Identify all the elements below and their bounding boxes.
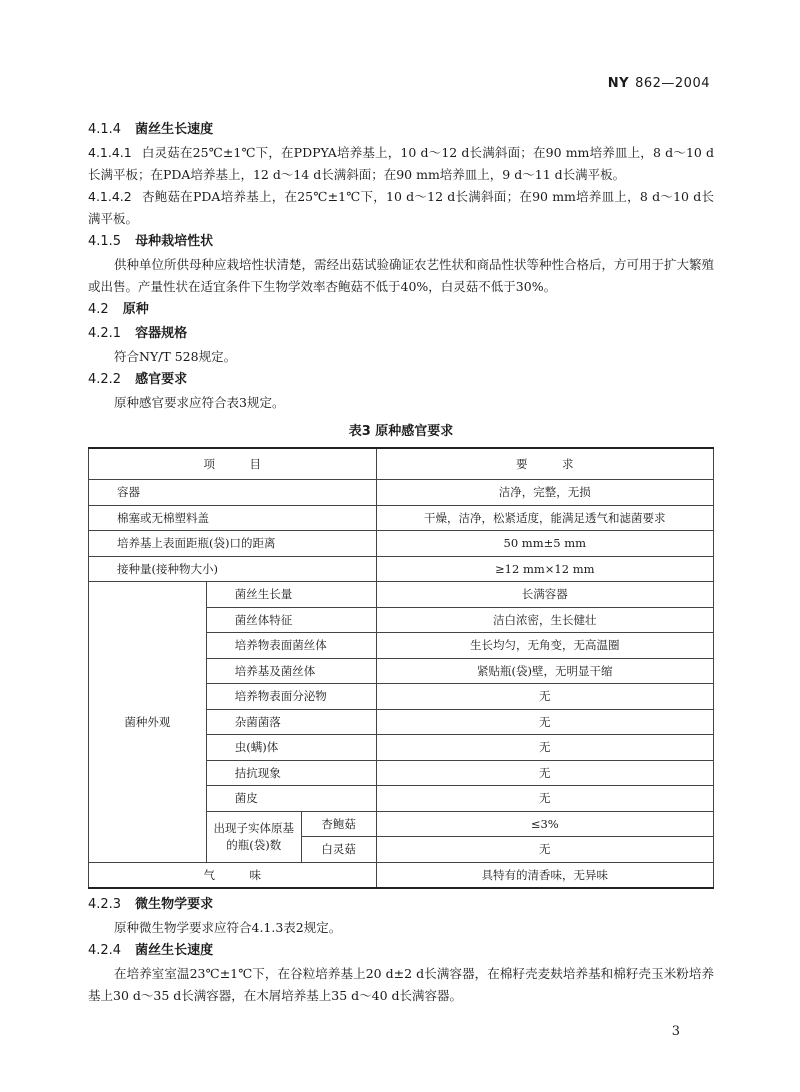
section-4-2-2-heading: 4.2.2 感官要求 bbox=[88, 372, 188, 387]
table-row: 菌丝体特征 洁白浓密，生长健壮 bbox=[89, 607, 714, 633]
section-4-1-4-heading: 4.1.4 菌丝生长速度 bbox=[88, 122, 214, 137]
standard-number: 862—2004 bbox=[635, 76, 710, 91]
section-4-2-3-text: 原种微生物学要求应符合4.1.3表2规定。 bbox=[114, 920, 342, 935]
section-4-2-4-heading: 4.2.4 菌丝生长速度 bbox=[88, 943, 214, 958]
table-row: 棉塞或无棉塑料盖 干燥，洁净，松紧适度，能满足透气和滤菌要求 bbox=[89, 505, 714, 531]
table-row: 出现子实体原基的瓶(袋)数 杏鲍菇 ≤3% bbox=[89, 811, 714, 837]
section-4-2-4-text: 在培养室室温23℃±1℃下，在谷粒培养基上20 d±2 d长满容器，在棉籽壳麦麸培养基和棉籽壳玉米粉培养基上30 d～35 d长满容器，在木屑培养基上35 d～40 d长满容器。 bbox=[88, 966, 714, 1003]
section-4-2-heading: 4.2 原种 bbox=[88, 302, 149, 317]
page-number: 3 bbox=[671, 1024, 680, 1039]
table-row: 菌皮 无 bbox=[89, 786, 714, 812]
header-requirement: 要 求 bbox=[376, 448, 713, 480]
table-row: 培养基及菌丝体 紧贴瓶(袋)壁，无明显干缩 bbox=[89, 658, 714, 684]
standard-code bbox=[608, 76, 710, 91]
table-row: 培养物表面分泌物 无 bbox=[89, 684, 714, 710]
document-body bbox=[88, 118, 714, 1007]
section-4-2-1-text: 符合NY/T 528规定。 bbox=[114, 349, 237, 364]
table-3-caption: 表3 原种感官要求 bbox=[348, 424, 454, 439]
header-item: 项 目 bbox=[89, 448, 377, 480]
section-4-1-4-2: 4.1.4.2 杏鲍菇在PDA培养基上，在25℃±1℃下，10 d～12 d长满斜面；在90 mm培养皿上，8 d～10 d长满平板。 bbox=[88, 189, 714, 226]
table-row: 虫(螨)体 无 bbox=[89, 735, 714, 761]
standard-prefix: NY bbox=[607, 76, 630, 91]
section-4-2-3-heading: 4.2.3 微生物学要求 bbox=[88, 897, 214, 912]
table-row: 菌种外观 菌丝生长量 长满容器 bbox=[89, 582, 714, 608]
group-label-appearance: 菌种外观 bbox=[89, 582, 207, 863]
section-4-2-1-heading: 4.2.1 容器规格 bbox=[88, 326, 188, 341]
table-3 bbox=[88, 447, 714, 889]
table-row: 容器 洁净，完整，无损 bbox=[89, 480, 714, 506]
table-row: 杂菌菌落 无 bbox=[89, 709, 714, 735]
section-4-1-5-text: 供种单位所供母种应栽培性状清楚，需经出菇试验确证农艺性状和商品性状等种性合格后，方可用于扩大繁殖或出售。产量性状在适宜条件下生物学效率杏鲍菇不低于40%，白灵菇不低于30%。 bbox=[88, 257, 715, 294]
table-row: 培养基上表面距瓶(袋)口的距离 50 mm±5 mm bbox=[89, 531, 714, 557]
table-row: 气 味 具特有的清香味，无异味 bbox=[89, 862, 714, 888]
table-row: 培养物表面菌丝体 生长均匀，无角变，无高温圈 bbox=[89, 633, 714, 659]
table-header-row bbox=[89, 448, 714, 480]
section-4-1-4-1: 4.1.4.1 白灵菇在25℃±1℃下，在PDPYA培养基上，10 d～12 d长满斜面；在90 mm培养皿上，8 d～10 d长满平板；在PDA培养基上，12 d～14 d长满斜面；在90 mm培养皿上，9 d～11 d长满平板。 bbox=[88, 145, 714, 182]
section-4-1-5-heading: 4.1.5 母种栽培性状 bbox=[88, 234, 214, 249]
table-row: 接种量(接种物大小) ≥12 mm×12 mm bbox=[89, 556, 714, 582]
sub-label-primordia: 出现子实体原基的瓶(袋)数 bbox=[206, 811, 301, 862]
section-4-2-2-text: 原种感官要求应符合表3规定。 bbox=[114, 395, 285, 410]
table-row: 拮抗现象 无 bbox=[89, 760, 714, 786]
table-row: 白灵菇 无 bbox=[89, 837, 714, 863]
